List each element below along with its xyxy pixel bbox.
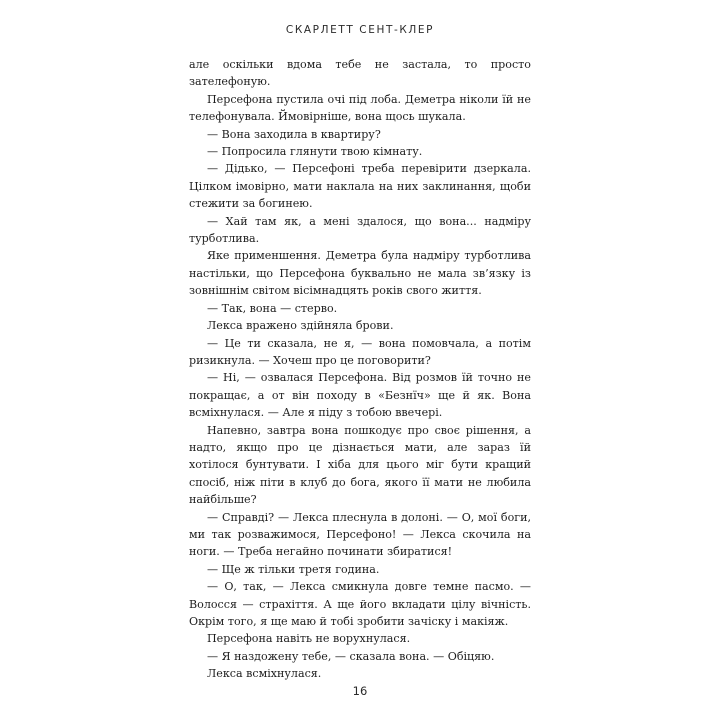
paragraph: — Справді? — Лекса плеснула в долоні. — О, мої боги, ми так розважимося, Персефоно! — Лекса скочила на ноги. — Треба негайно починати збиратися!	[189, 510, 531, 559]
paragraph: Лекса всміхнулася.	[207, 667, 322, 681]
page-number: 16	[352, 684, 368, 698]
paragraph: — Ще ж тільки третя година.	[207, 562, 380, 576]
paragraph: — Хай там як, а мені здалося, що вона... надміру турботлива.	[189, 214, 531, 246]
paragraph: — Дідько, — Персефоні треба перевірити дзеркала. Цілком імовірно, мати наклала на них заклинання, щоби стежити за богинею.	[189, 162, 531, 211]
paragraph: Яке применшення. Деметра була надміру турботлива настільки, що Персефона буквально не мала зв’язку із зовнішнім світом вісімнадцять років свого життя.	[189, 249, 531, 298]
paragraph: — Попросила глянути твою кімнату.	[207, 145, 423, 159]
paragraph: Персефона пустила очі під лоба. Деметра ніколи їй не телефонувала. Ймовірніше, вона щось шукала.	[189, 92, 531, 124]
page-body	[189, 56, 531, 683]
running-header: СКАРЛЕТТ СЕНТ-КЛЕР	[285, 24, 435, 36]
paragraph: — Так, вона — стерво.	[207, 301, 338, 315]
paragraph: Напевно, завтра вона пошкодує про своє рішення, а надто, якщо про це дізнається мати, але зараз їй хотілося бунтувати. І хіба для цього міг бути кращий спосіб, ніж піти в клуб до бога, якого її мати не любила найбільше?	[189, 423, 531, 507]
paragraph: — Я наздожену тебе, — сказала вона. — Обіцяю.	[207, 649, 495, 663]
paragraph: — Ні, — озвалася Персефона. Від розмов їй точно не покращає, а от він походу в «Безнїч» ще й як. Вона всміхнулася. — Але я піду з тобою ввечері.	[189, 371, 531, 420]
paragraph: Лекса вражено здійняла брови.	[207, 319, 394, 333]
paragraph: — Вона заходила в квартиру?	[207, 127, 381, 141]
paragraph: Персефона навіть не ворухнулася.	[207, 632, 411, 646]
paragraph: — О, так, — Лекса смикнула довге темне пасмо. — Волосся — страхіття. А ще його вкладати цілу вічність. Окрім того, я ще маю й тобі зробити зачіску і макіяж.	[189, 580, 531, 628]
paragraph: — Це ти сказала, не я, — вона помовчала, а потім ризикнула. — Хочеш про це поговорити?	[189, 336, 531, 367]
paragraph: але оскільки вдома тебе не застала, то просто зателефоную.	[189, 58, 531, 89]
